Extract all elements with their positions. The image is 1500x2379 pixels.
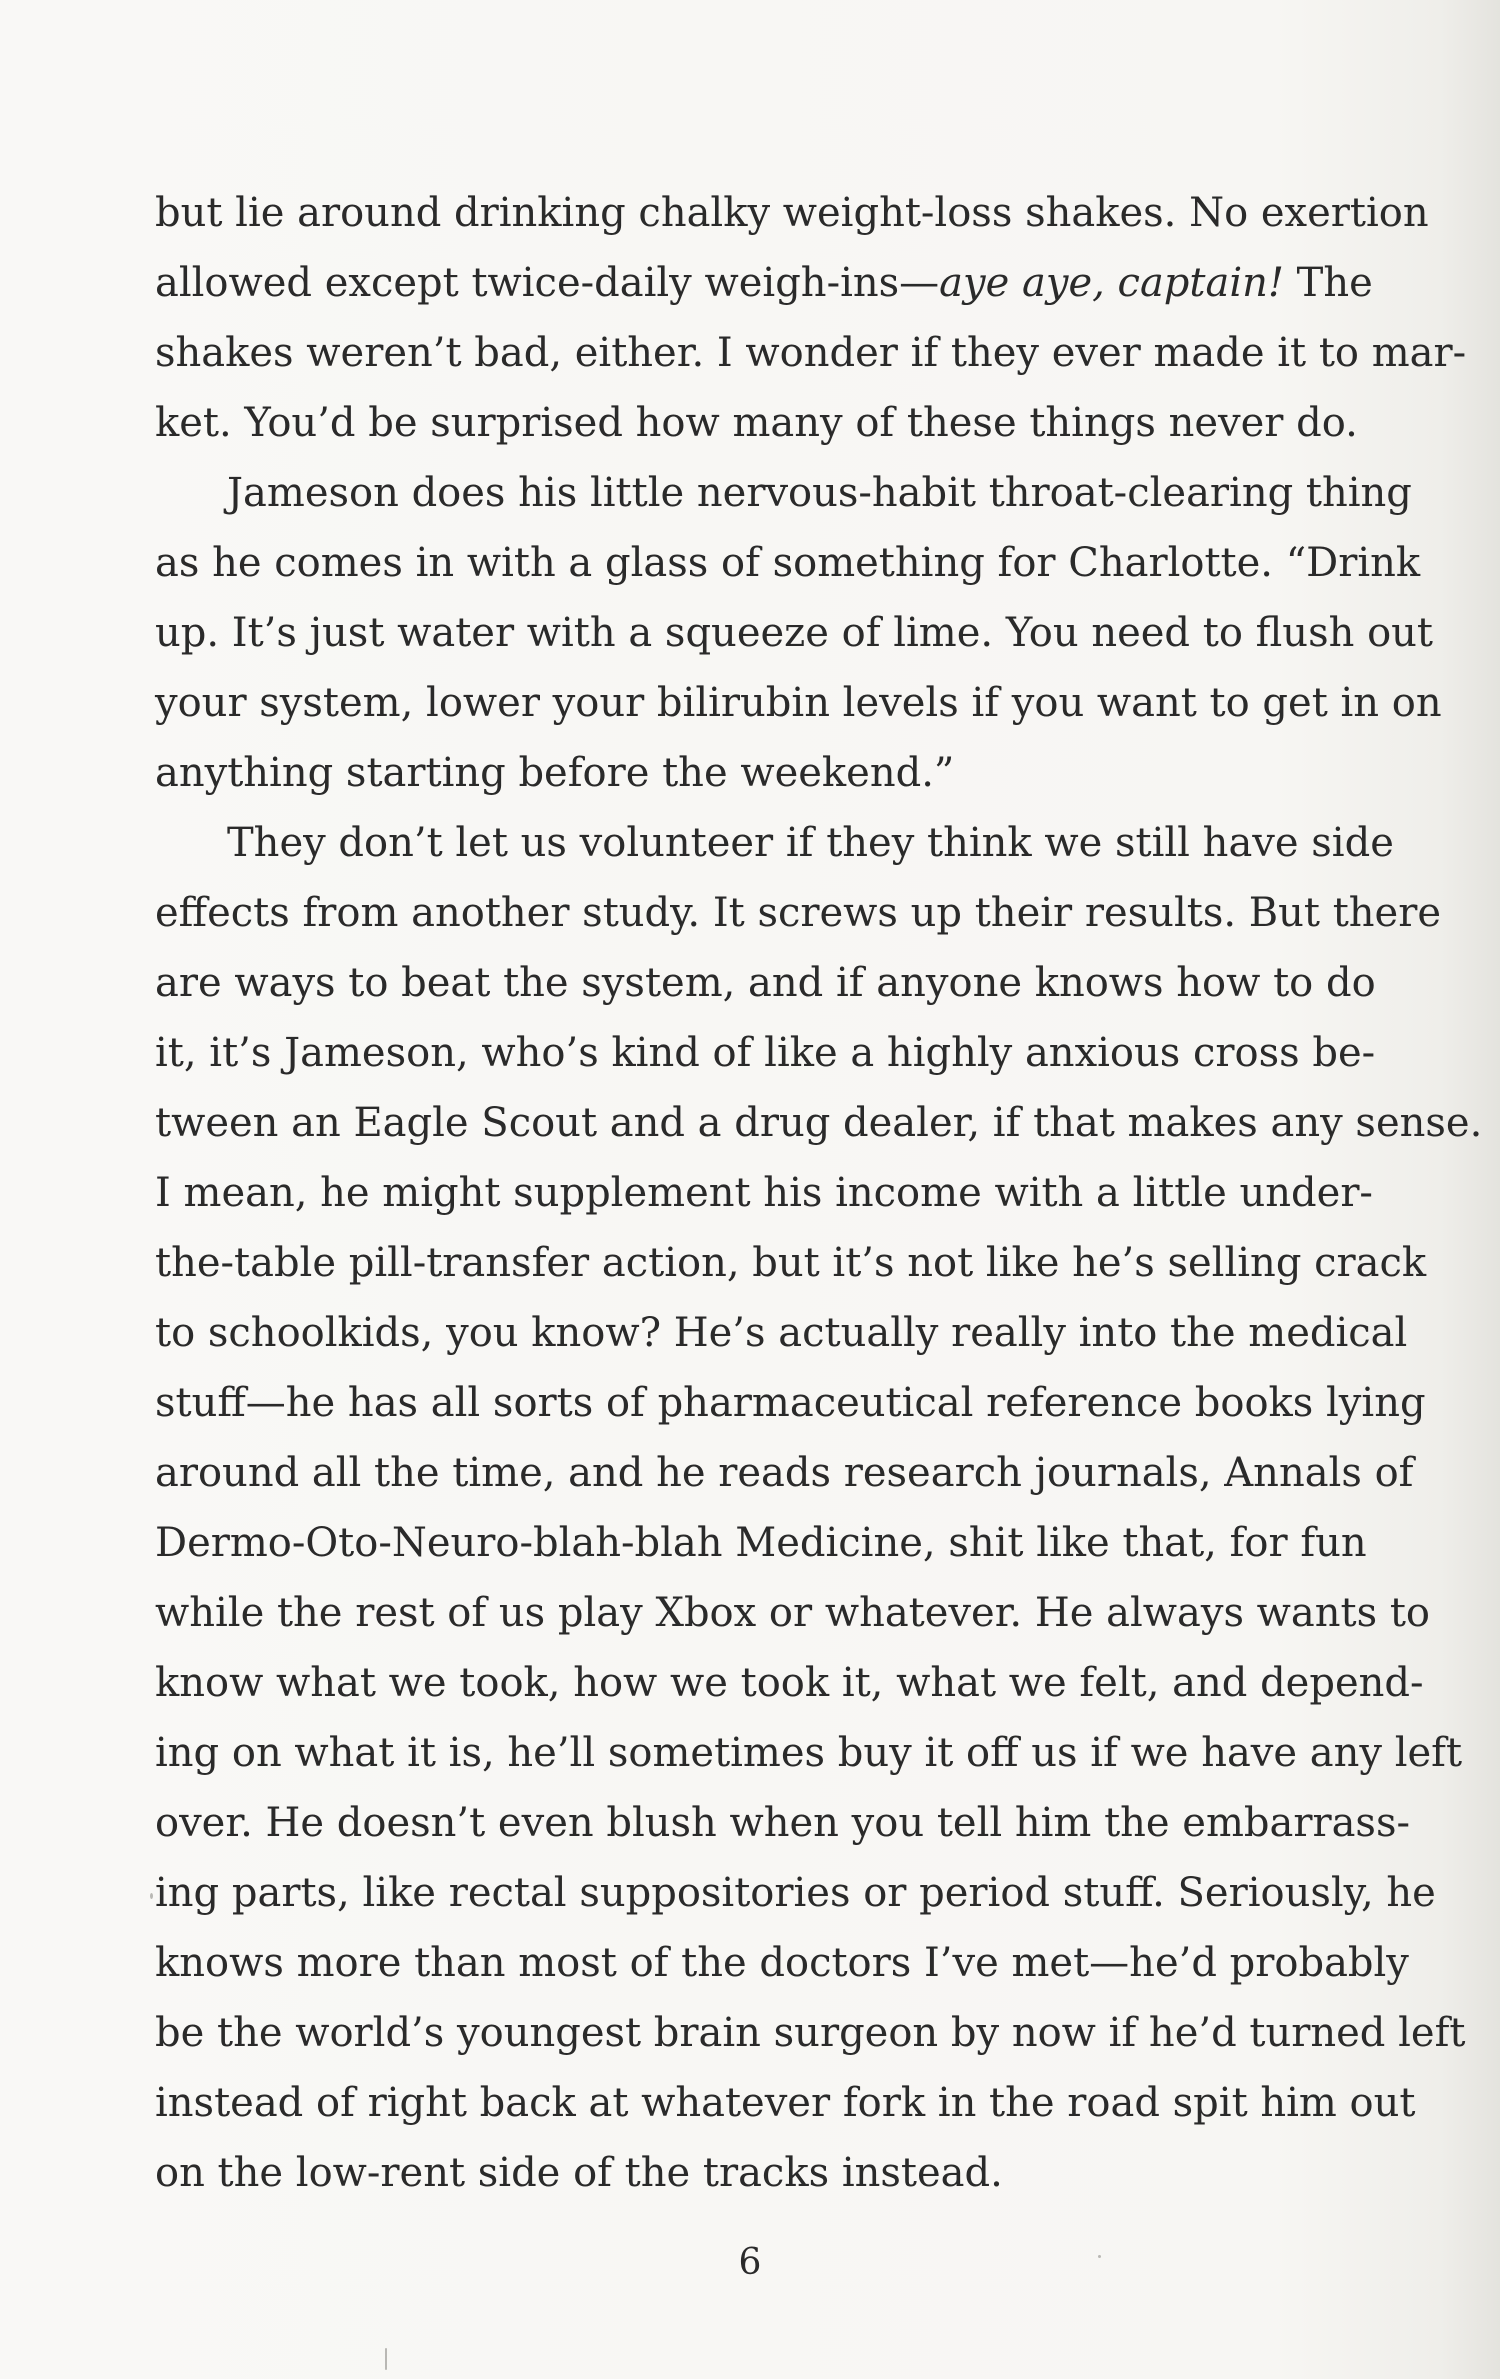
text-line: your system, lower your bilirubin levels if you want to get in on: [155, 680, 1442, 726]
text-line: around all the time, and he reads research journals, Annals of: [155, 1450, 1414, 1496]
body-text: [155, 178, 1483, 2208]
scan-speck: [1098, 2255, 1101, 2258]
page-number: 6: [738, 2242, 762, 2283]
text-line: as he comes in with a glass of something for Charlotte. “Drink: [155, 540, 1421, 586]
text-line: shakes weren’t bad, either. I wonder if they ever made it to mar-: [155, 330, 1467, 376]
text-line: are ways to beat the system, and if anyone knows how to do: [155, 960, 1376, 1006]
text-line: Dermo-Oto-Neuro-blah-blah Medicine, shit like that, for fun: [155, 1520, 1367, 1566]
text-line: be the world’s youngest brain surgeon by now if he’d turned left: [155, 2010, 1466, 2056]
text-line: tween an Eagle Scout and a drug dealer, if that makes any sense.: [155, 1100, 1483, 1146]
paragraph-first-line: Jameson does his little nervous-habit throat-clearing thing: [227, 470, 1412, 516]
text-line: to schoolkids, you know? He’s actually really into the medical: [155, 1310, 1408, 1356]
text-line: but lie around drinking chalky weight-loss shakes. No exertion: [155, 190, 1429, 236]
text-line: over. He doesn’t even blush when you tell him the embarrass-: [155, 1800, 1410, 1846]
scan-speck: [150, 1893, 153, 1899]
paragraph-first-line: They don’t let us volunteer if they think we still have side: [227, 820, 1394, 866]
text-line: the-table pill-transfer action, but it’s not like he’s selling crack: [155, 1240, 1427, 1286]
text-line: while the rest of us play Xbox or whatever. He always wants to: [155, 1590, 1430, 1636]
text-line: it, it’s Jameson, who’s kind of like a highly anxious cross be-: [155, 1030, 1376, 1076]
text-line: effects from another study. It screws up their results. But there: [155, 890, 1442, 936]
text-line: ket. You’d be surprised how many of these things never do.: [155, 400, 1358, 446]
text-line: [155, 248, 1373, 318]
text-segment: allowed except twice-daily weigh-ins—: [155, 260, 940, 306]
text-line: on the low-rent side of the tracks instead.: [155, 2150, 1003, 2196]
text-line: I mean, he might supplement his income with a little under-: [155, 1170, 1373, 1216]
text-line: know what we took, how we took it, what we felt, and depend-: [155, 1660, 1424, 1706]
text-line: up. It’s just water with a squeeze of lime. You need to flush out: [155, 610, 1433, 656]
text-line: knows more than most of the doctors I’ve met—he’d probably: [155, 1940, 1409, 1986]
italic-phrase: aye aye, captain!: [939, 260, 1284, 306]
scan-speck: [385, 2348, 387, 2370]
text-line: ing parts, like rectal suppositories or period stuff. Seriously, he: [155, 1870, 1436, 1916]
text-line: anything starting before the weekend.”: [155, 750, 955, 796]
text-line: ing on what it is, he’ll sometimes buy it off us if we have any left: [155, 1730, 1463, 1776]
text-line: instead of right back at whatever fork in the road spit him out: [155, 2080, 1416, 2126]
text-line: stuff—he has all sorts of pharmaceutical reference books lying: [155, 1380, 1426, 1426]
text-segment: The: [1283, 260, 1373, 306]
